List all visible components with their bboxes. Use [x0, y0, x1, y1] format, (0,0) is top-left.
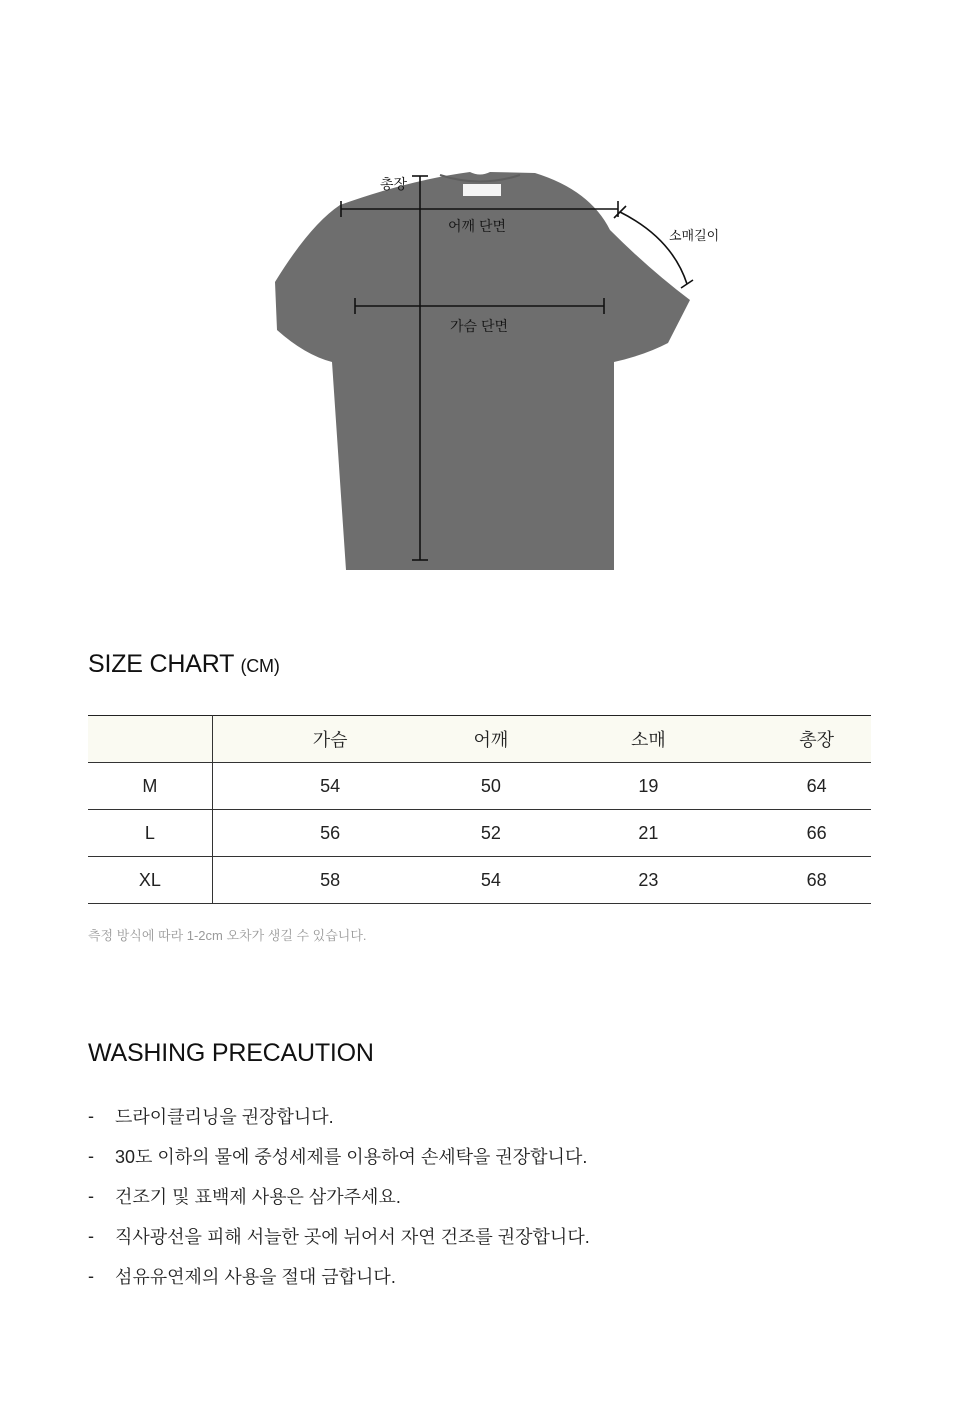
- bullet-dash: -: [88, 1225, 94, 1246]
- header-cell-shoulder: 어깨: [473, 730, 509, 750]
- table-row: [88, 857, 871, 904]
- sleeve-cell: 21: [638, 822, 659, 843]
- sleeve-label: 소매길이: [669, 228, 720, 243]
- table-row: [88, 763, 871, 810]
- shoulder-cell: 50: [480, 775, 501, 796]
- bullet-dash: -: [88, 1265, 94, 1286]
- bullet-dash: -: [88, 1105, 94, 1126]
- list-item-text: 섬유유연제의 사용을 절대 금합니다.: [115, 1267, 396, 1287]
- size-cell: M: [88, 763, 212, 810]
- shoulder-cell: 54: [480, 869, 501, 890]
- bullet-dash: -: [88, 1145, 94, 1166]
- list-item: [88, 1176, 590, 1216]
- chest-cell: 58: [320, 869, 341, 890]
- header-cell-length: 총장: [799, 730, 835, 750]
- header-cell-empty: [88, 716, 212, 763]
- list-item-text: 30도 이하의 물에 중성세제를 이용하여 손세탁을 권장합니다.: [115, 1147, 588, 1167]
- sleeve-cell: 19: [638, 775, 659, 796]
- bullet-dash: -: [88, 1185, 94, 1206]
- chest-label: 가슴 단면: [450, 318, 508, 334]
- washing-title: WASHING PRECAUTION: [88, 1039, 374, 1067]
- size-chart-title: [88, 650, 280, 679]
- size-chart-title-text: SIZE CHART: [88, 650, 234, 678]
- size-diagram: [0, 150, 960, 590]
- size-cell: L: [88, 810, 212, 857]
- shoulder-label: 어깨 단면: [448, 218, 506, 234]
- list-item: [88, 1096, 590, 1136]
- sleeve-cap-bottom: [681, 280, 693, 288]
- list-item-text: 건조기 및 표백제 사용은 삼가주세요.: [115, 1187, 401, 1207]
- neck-tag: [463, 184, 501, 196]
- sleeve-cap-top: [614, 206, 626, 218]
- table-row: [88, 810, 871, 857]
- total-length-label: 총장: [380, 176, 408, 192]
- washing-list: [88, 1096, 590, 1296]
- list-item: [88, 1136, 590, 1176]
- shoulder-cell: 52: [480, 822, 501, 843]
- list-item: [88, 1256, 590, 1296]
- size-table: [88, 715, 871, 904]
- chest-cell: 54: [320, 775, 341, 796]
- measurement-note: 측정 방식에 따라 1-2cm 오차가 생길 수 있습니다.: [88, 928, 367, 943]
- header-cell-chest: 가슴: [312, 730, 348, 750]
- header-cell-sleeve: 소매: [630, 730, 666, 750]
- sleeve-cell: 23: [638, 869, 659, 890]
- length-cell: 66: [806, 822, 827, 843]
- list-item: [88, 1216, 590, 1256]
- size-chart-unit: (CM): [240, 656, 280, 676]
- list-item-text: 드라이클리닝을 권장합니다.: [115, 1107, 334, 1127]
- size-cell: XL: [88, 857, 212, 904]
- chest-cell: 56: [320, 822, 341, 843]
- list-item-text: 직사광선을 피해 서늘한 곳에 뉘어서 자연 건조를 권장합니다.: [115, 1227, 590, 1247]
- length-cell: 64: [806, 775, 827, 796]
- table-header-row: [88, 716, 871, 763]
- length-cell: 68: [806, 869, 827, 890]
